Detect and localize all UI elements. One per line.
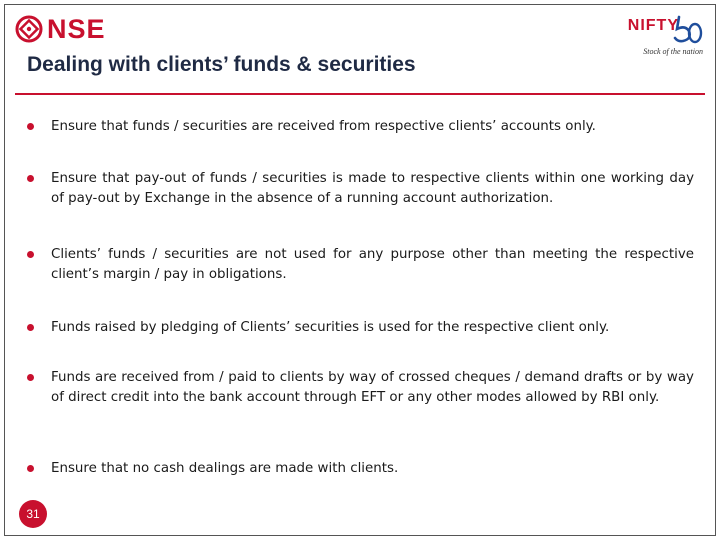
title-divider	[15, 93, 705, 95]
bullet-item	[27, 459, 694, 479]
bullet-text: Funds raised by pledging of Clients’ securities is used for the respective client only.	[51, 320, 610, 335]
bullet-text: Funds are received from / paid to clients by way of crossed cheques / demand drafts or by way of direct credit into the bank account through EFT or any other modes allowed by RBI only.	[51, 370, 694, 405]
bullet-dot-icon	[27, 123, 34, 130]
nifty-logo	[617, 13, 707, 59]
bullet-text: Ensure that funds / securities are received from respective clients’ accounts only.	[51, 119, 596, 134]
bullet-item	[27, 245, 694, 285]
page-number-badge: 31	[19, 500, 47, 528]
slide	[4, 4, 716, 536]
bullet-text: Ensure that pay-out of funds / securities is made to respective clients within one working day of pay-out by Exchange in the absence of a running account authorization.	[51, 171, 694, 206]
nse-logo	[15, 14, 106, 44]
bullet-item	[27, 368, 694, 408]
bullet-dot-icon	[27, 374, 34, 381]
bullet-dot-icon	[27, 175, 34, 182]
bullet-text: Ensure that no cash dealings are made with clients.	[51, 461, 399, 476]
slide-title: Dealing with clients’ funds & securities	[27, 53, 416, 76]
bullet-dot-icon	[27, 251, 34, 258]
nifty-tagline: Stock of the nation	[643, 47, 703, 56]
nse-emblem-icon	[15, 15, 43, 43]
bullet-item	[27, 318, 694, 338]
nifty-logo-text: NIFTY	[627, 17, 679, 34]
bullet-dot-icon	[27, 324, 34, 331]
bullet-text: Clients’ funds / securities are not used for any purpose other than meeting the respective client’s margin / pay in obligations.	[51, 247, 694, 282]
bullet-item	[27, 117, 694, 137]
nifty-50-icon	[673, 13, 703, 47]
nse-logo-text: NSE	[47, 13, 106, 44]
bullet-item	[27, 169, 694, 209]
bullet-dot-icon	[27, 465, 34, 472]
